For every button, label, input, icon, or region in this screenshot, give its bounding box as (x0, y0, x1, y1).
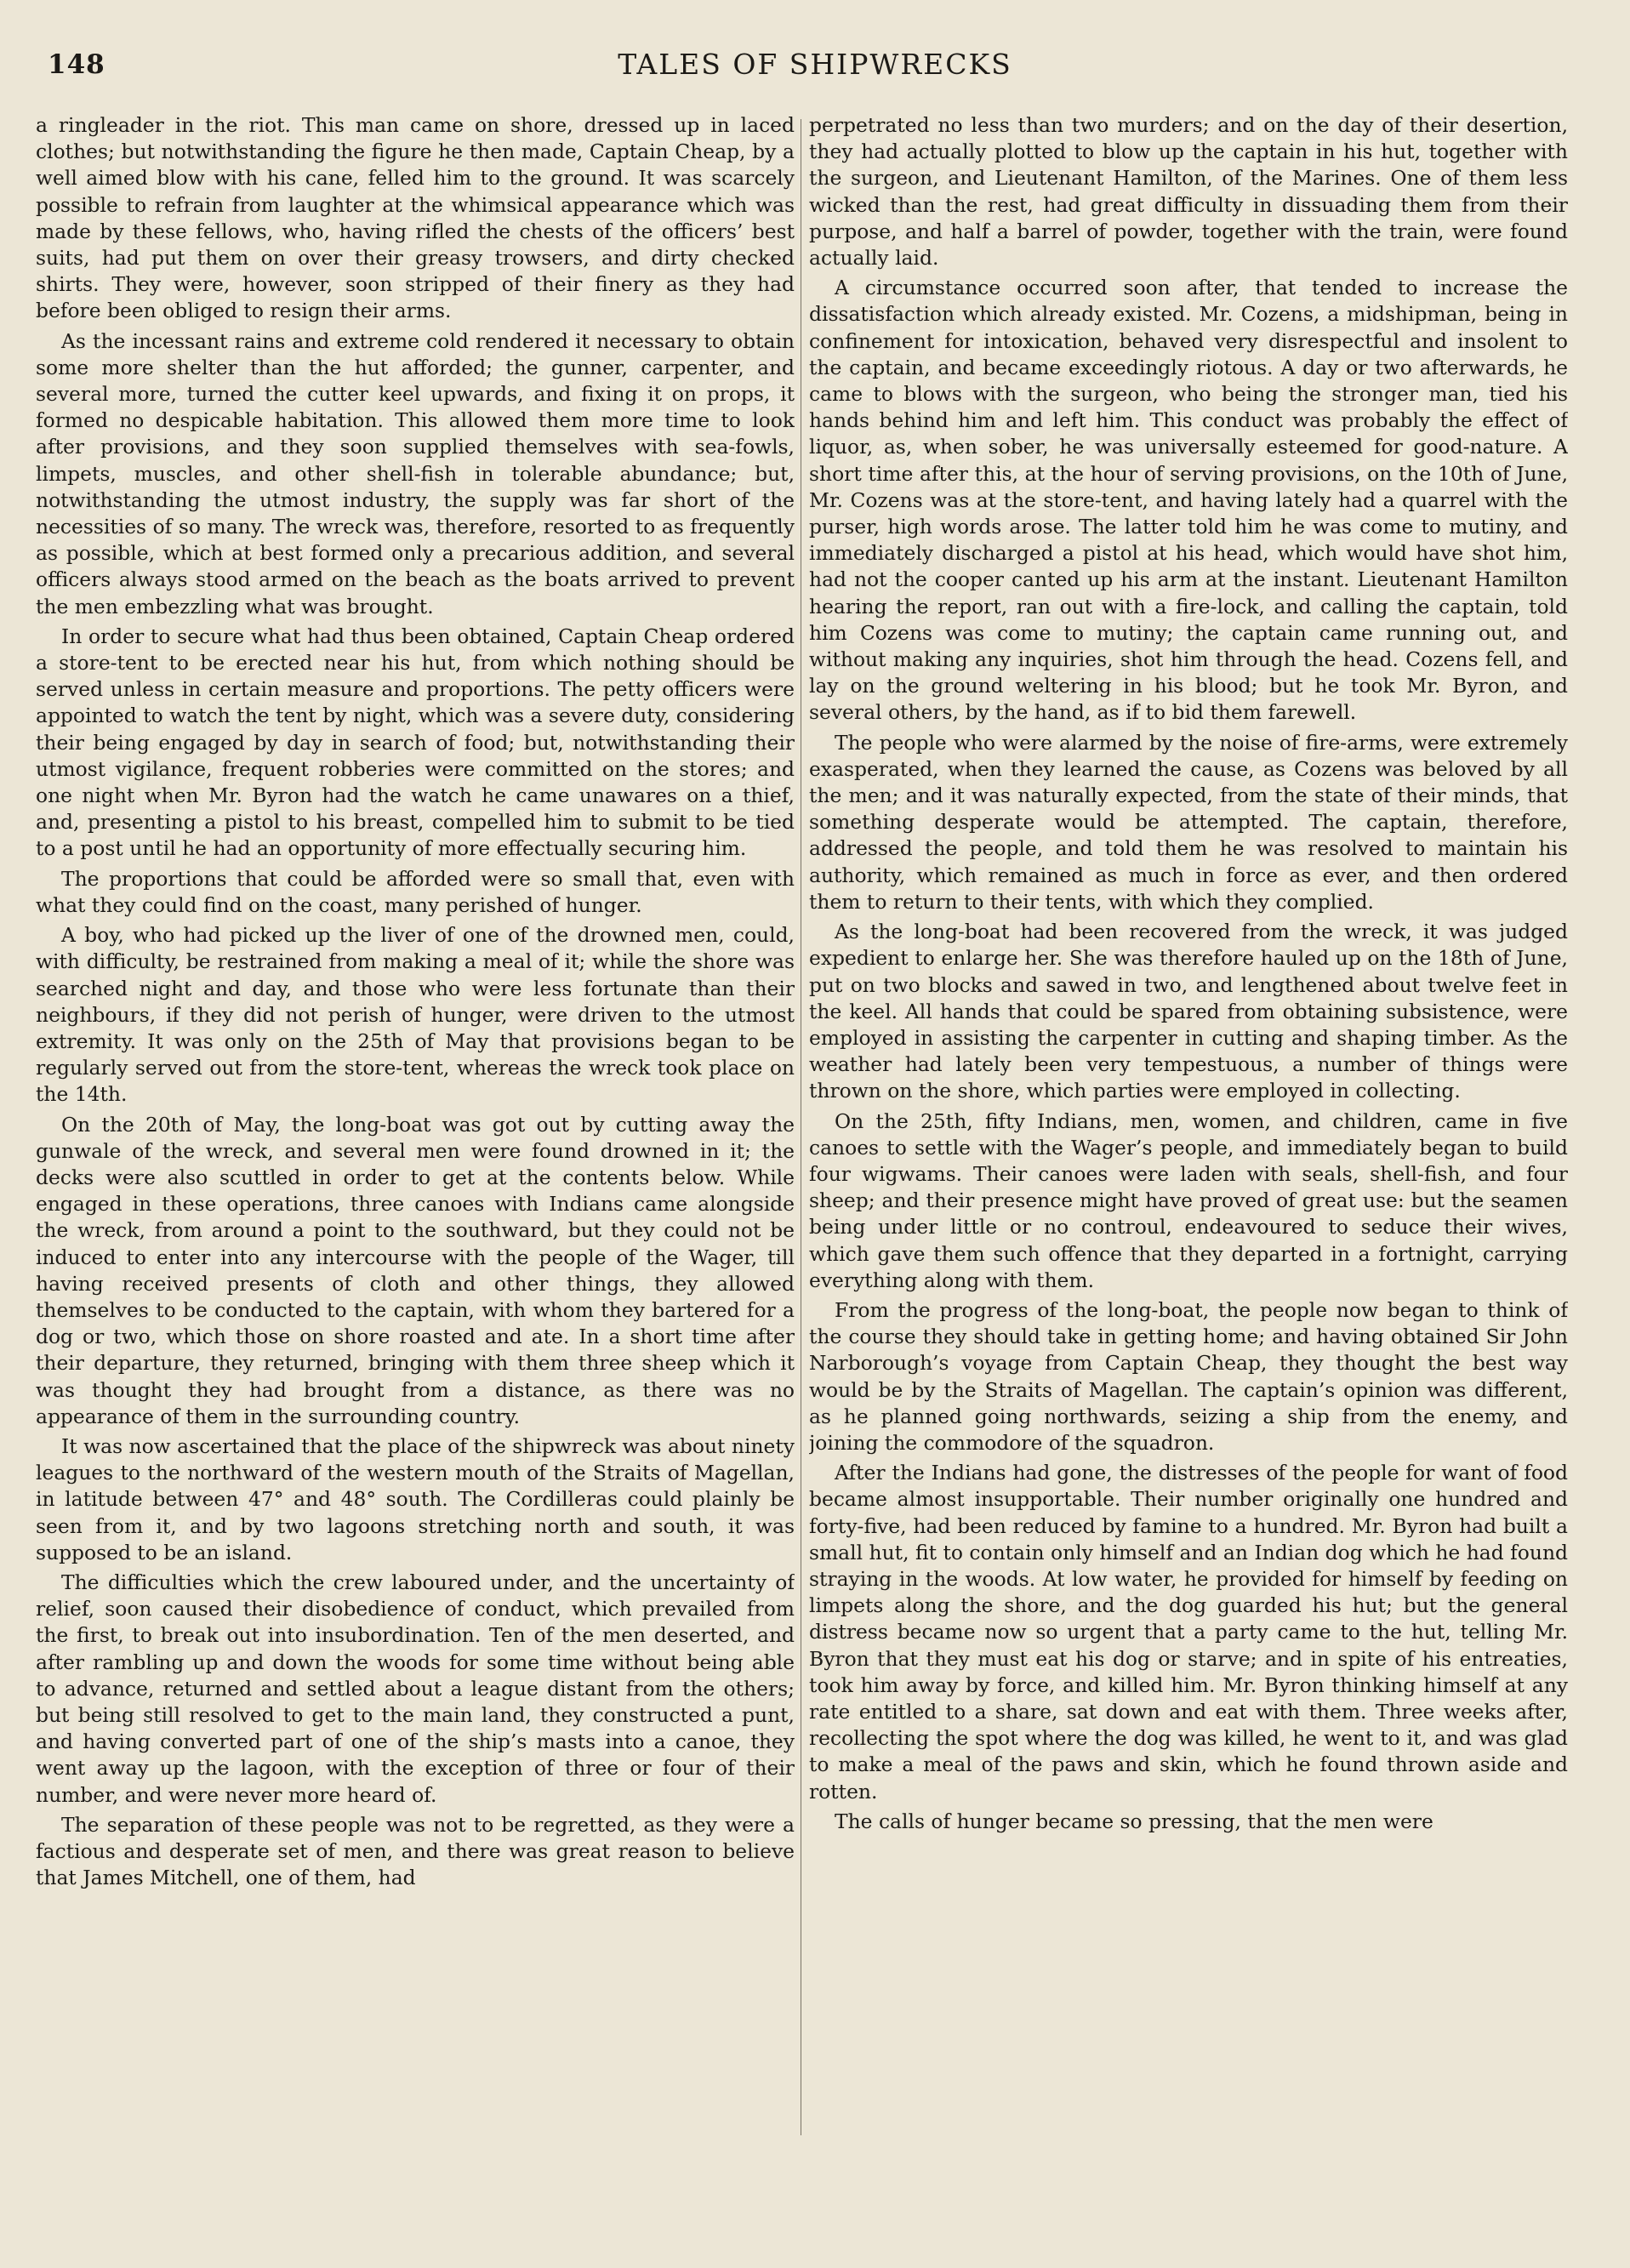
right-column (809, 112, 1568, 2145)
paragraph: As the long-boat had been recovered from the wreck, it was judged expedient to enlarge her. She was therefore hauled up on the 18th of June, put on two blocks and sawed in two, and lengthened about twelve feet in the keel. All hands that could be spared from obtaining subsistence, were employed in assisting the carpenter in cutting and shaping timber. As the weather had lately been very tempestuous, a number of things were thrown on the shore, which parties were employed in collecting. (809, 920, 1568, 1103)
paragraph: a ringleader in the riot. This man came on shore, dressed up in laced clothes; but notwithstanding the figure he then made, Captain Cheap, by a well aimed blow with his cane, felled him to the ground. It was scarcely possible to refrain from laughter at the whimsical appearance which was made by these fellows, who, having rifled the chests of the officers’ best suits, had put them on over their greasy trowsers, and dirty checked shirts. They were, however, soon stripped of their finery as they had before been obliged to resign their arms. (36, 113, 795, 323)
paragraph: The calls of hunger became so pressing, that the men were (835, 1809, 1433, 1833)
paragraph: It was now ascertained that the place of the shipwreck was about ninety leagues to the northward of the western mouth of the Straits of Magellan, in latitude between 47° and 48° south. The Cordilleras could plainly be seen from it, and by two lagoons stretching north and south, it was supposed to be an island. (36, 1433, 795, 1564)
paragraph: perpetrated no less than two murders; and on the day of their desertion, they had actually plotted to blow up the captain in his hut, together with the surgeon, and Lieutenant Hamilton, of the Marines. One of them less wicked than the rest, had great difficulty in dissuading them from their purpose, and half a barrel of powder, together with the train, were found actually laid. (809, 113, 1568, 271)
running-title: TALES OF SHIPWRECKS (618, 48, 1012, 81)
paragraph: The proportions that could be afforded were so small that, even with what they could find on the coast, many perished of hunger. (36, 866, 795, 917)
page-header (43, 44, 1587, 85)
paragraph: A boy, who had picked up the liver of one of the drowned men, could, with difficulty, be restrained from making a meal of it; while the shore was searched night and day, and those who were less fortunate than their neighbours, if they did not perish of hunger, were driven to the utmost extremity. It was only on the 25th of May that provisions began to be regularly served out from the store-tent, whereas the wreck took place on the 14th. (36, 923, 795, 1107)
paragraph: The separation of these people was not to be regretted, as they were a factious and desperate set of men, and there was great reason to believe that James Mitchell, one of them, had (36, 1812, 795, 1890)
paragraph: On the 25th, fifty Indians, men, women, and children, came in five canoes to settle with the Wager’s people, and immediately began to build four wigwams. Their canoes were laden with seals, shell-fish, and four sheep; and their presence might have proved of great use: but the seamen being under little or no controul, endeavoured to seduce their wives, which gave them such offence that they departed in a fortnight, carrying everything along with them. (809, 1108, 1568, 1292)
paragraph: The people who were alarmed by the noise of fire-arms, were extremely exasperated, when they learned the cause, as Cozens was beloved by all the men; and it was naturally expected, from the state of their minds, that something desperate would be attempted. The captain, therefore, addressed the people, and told them he was resolved to maintain his authority, which remained as much in force as ever, and then ordered them to return to their tents, with which they complied. (809, 730, 1568, 914)
paragraph: The difficulties which the crew laboured under, and the uncertainty of relief, soon caused their disobedience of conduct, which prevailed from the first, to break out into insubordination. Ten of the men deserted, and after rambling up and down the woods for some time without being able to advance, returned and settled about a league distant from the others; but being still resolved to get to the main land, they constructed a punt, and having converted part of one of the ship’s masts into a canoe, they went away up the lagoon, with the exception of three or four of their number, and were never more heard of. (36, 1570, 795, 1807)
paragraph: On the 20th of May, the long-boat was got out by cutting away the gunwale of the wreck, and several men were found drowned in it; the decks were also scuttled in order to get at the contents below. While engaged in these operations, three canoes with Indians came alongside the wreck, from around a point to the southward, but they could not be induced to enter into any intercourse with the people of the Wager, till having received presents of cloth and other things, they allowed themselves to be conducted to the captain, with whom they bartered for a dog or two, which those on shore roasted and ate. In a short time after their departure, they returned, bringing with them three sheep which it was thought they had brought from a distance, as there was no appearance of them in the surrounding country. (36, 1112, 795, 1428)
paragraph: As the incessant rains and extreme cold rendered it necessary to obtain some more shelter than the hut afforded; the gunner, carpenter, and several more, turned the cutter keel upwards, and fixing it on props, it formed no despicable habitation. This allowed them more time to look after provisions, and they soon supplied themselves with sea-fowls, limpets, muscles, and other shell-fish in tolerable abundance; but, notwithstanding the utmost industry, the supply was far short of the necessities of so many. The wreck was, therefore, resorted to as frequently as possible, which at best formed only a precarious addition, and several officers always stood armed on the beach as the boats arrived to prevent the men embezzling what was brought. (36, 328, 795, 618)
page-number: 148 (48, 49, 105, 80)
left-column (36, 112, 795, 2145)
paragraph: After the Indians had gone, the distresses of the people for want of food became almost insupportable. Their number originally one hundred and forty-five, had been reduced by famine to a hundred. Mr. Byron had built a small hut, fit to contain only himself and an Indian dog which he had found straying in the woods. At low water, he provided for himself by feeding on limpets along the shore, and the dog guarded his hut; but the general distress became now so urgent that a party came to the hut, telling Mr. Byron that they must eat his dog or starve; and in spite of his entreaties, took him away by force, and killed him. Mr. Byron thinking himself at any rate entitled to a share, sat down and eat with them. Three weeks after, recollecting the spot where the dog was killed, he went to it, and was glad to make a meal of the paws and skin, which he found thrown aside and rotten. (809, 1461, 1568, 1804)
paragraph: From the progress of the long-boat, the people now began to think of the course they should take in getting home; and having obtained Sir John Narborough’s voyage from Captain Cheap, they thought the best way would be by the Straits of Magellan. The captain’s opinion was different, as he planned going northwards, seizing a ship from the enemy, and joining the commodore of the squadron. (809, 1297, 1568, 1455)
paragraph: A circumstance occurred soon after, that tended to increase the dissatisfaction which already existed. Mr. Cozens, a midshipman, being in confinement for intoxication, behaved very disrespectful and insolent to the captain, and became exceedingly riotous. A day or two afterwards, he came to blows with the surgeon, who being the stronger man, tied his hands behind him and left him. This conduct was probably the effect of liquor, as, when sober, he was universally esteemed for good-nature. A short time after this, at the hour of serving provisions, on the 10th of June, Mr. Cozens was at the store-tent, and having lately had a quarrel with the purser, high words arose. The latter told him he was come to mutiny, and immediately discharged a pistol at his head, which would have shot him, had not the cooper canted up his arm at the instant. Lieutenant Hamilton hearing the report, ran out with a fire-lock, and calling the captain, told him Cozens was come to mutiny; the captain came running out, and without making any inquiries, shot him through the head. Cozens fell, and lay on the ground weltering in his blood; but he took Mr. Byron, and several others, by the hand, as if to bid them farewell. (809, 276, 1568, 725)
paragraph: In order to secure what had thus been obtained, Captain Cheap ordered a store-tent to be erected near his hut, from which nothing should be served unless in certain measure and proportions. The petty officers were appointed to watch the tent by night, which was a severe duty, considering their being engaged by day in search of food; but, notwithstanding their utmost vigilance, frequent robberies were committed on the stores; and one night when Mr. Byron had the watch he came unawares on a thief, and, presenting a pistol to his breast, compelled him to submit to be tied to a post until he had an opportunity of more effectually securing him. (36, 624, 795, 861)
